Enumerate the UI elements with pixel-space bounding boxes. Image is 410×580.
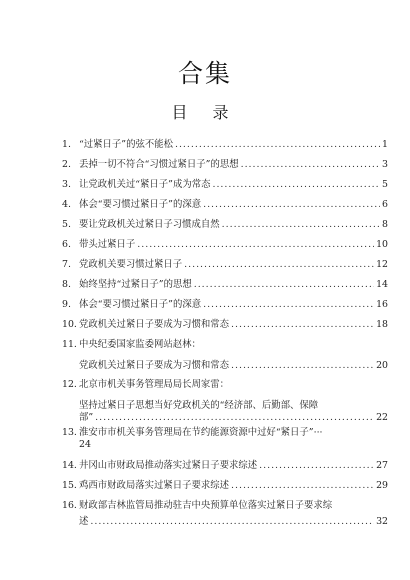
entry-number: 15. bbox=[62, 480, 77, 491]
toc-entry-13[interactable] bbox=[62, 427, 388, 451]
entry-title: 体会“要习惯过紧日子”的深意 bbox=[79, 299, 202, 310]
toc-entry-6[interactable] bbox=[62, 239, 388, 251]
entry-number: 9. bbox=[62, 299, 71, 310]
entry-page: 20 bbox=[376, 360, 388, 371]
entry-number: 13. bbox=[62, 427, 77, 438]
leader-dots bbox=[231, 360, 374, 372]
toc-entry-14[interactable] bbox=[62, 460, 388, 472]
toc-entry-7[interactable] bbox=[62, 259, 388, 271]
leader-dots bbox=[203, 299, 374, 311]
toc-subentry-16[interactable] bbox=[62, 516, 388, 528]
leader-dots bbox=[259, 460, 374, 472]
entry-page: 27 bbox=[376, 460, 388, 471]
entry-page: 32 bbox=[376, 516, 388, 527]
leader-dots bbox=[194, 279, 374, 291]
entry-number: 16. bbox=[62, 500, 77, 511]
entry-number: 5. bbox=[62, 219, 71, 230]
entry-number: 6. bbox=[62, 239, 71, 250]
entry-page: 8 bbox=[382, 219, 388, 230]
toc-entry-12[interactable] bbox=[62, 379, 388, 424]
subentry-title: 党政机关过紧日子要成为习惯和常态 bbox=[79, 360, 230, 371]
toc-subentry-11[interactable] bbox=[62, 360, 388, 372]
entry-title: 始终坚持“过紧日子”的思想 bbox=[79, 279, 192, 290]
leader-dots bbox=[222, 219, 380, 231]
subentry-line-1: 坚持过紧日子思想当好党政机关的“经济部、后勤部、保障 bbox=[79, 400, 319, 411]
entry-title: 淮安市市机关事务管理局在节约能源资源中过好“紧日子”··· bbox=[79, 427, 323, 438]
leader-dots bbox=[231, 480, 374, 492]
toc-entry-10[interactable] bbox=[62, 319, 388, 331]
leader-dots bbox=[175, 139, 380, 151]
entry-number: 11. bbox=[62, 339, 77, 350]
entry-page: 1 bbox=[382, 139, 388, 150]
entry-number: 8. bbox=[62, 279, 71, 290]
entry-page: 18 bbox=[376, 319, 388, 330]
entry-number: 10. bbox=[62, 319, 77, 330]
leader-dots bbox=[231, 319, 374, 331]
leader-dots bbox=[241, 159, 380, 171]
entry-number: 14. bbox=[62, 460, 77, 471]
toc-entry-1[interactable] bbox=[62, 139, 388, 151]
toc-entry-2[interactable] bbox=[62, 159, 388, 171]
entry-title: 党政机关过紧日子要成为习惯和常态 bbox=[79, 319, 230, 330]
leader-dots bbox=[184, 259, 374, 271]
document-title: 合集 bbox=[177, 59, 232, 88]
entry-page: 6 bbox=[382, 199, 388, 210]
toc-entry-8[interactable] bbox=[62, 279, 388, 291]
entry-title: 党政机关要习惯过紧日子 bbox=[79, 259, 183, 270]
entry-title: 让党政机关过“紧日子”成为常态 bbox=[79, 179, 211, 190]
entry-page: 5 bbox=[382, 179, 388, 190]
entry-title: 财政部吉林监管局推动驻吉中央预算单位落实过紧日子要求综 bbox=[79, 500, 333, 511]
toc-entry-11[interactable] bbox=[62, 339, 388, 372]
leader-dots bbox=[95, 412, 374, 424]
entry-title: 鸡西市财政局落实过紧日子要求综述 bbox=[79, 480, 230, 491]
entry-page: 10 bbox=[376, 239, 388, 250]
toc-entry-15[interactable] bbox=[62, 480, 388, 492]
toc-entry-16[interactable] bbox=[62, 500, 388, 528]
entry-number: 2. bbox=[62, 159, 71, 170]
entry-number: 4. bbox=[62, 199, 71, 210]
entry-title: 北京市机关事务管理局局长周家雷： bbox=[79, 379, 230, 390]
entry-title: 井冈山市财政局推动落实过紧日子要求综述 bbox=[79, 460, 258, 471]
toc-heading: 目 录 bbox=[171, 103, 239, 122]
entry-title: 带头过紧日子 bbox=[79, 239, 136, 250]
toc-subentry-12[interactable] bbox=[62, 412, 388, 424]
entry-page: 12 bbox=[376, 259, 388, 270]
subentry-title: 部” bbox=[79, 412, 94, 423]
toc-entry-4[interactable] bbox=[62, 199, 388, 211]
entry-page: 24 bbox=[79, 439, 91, 450]
entry-page: 29 bbox=[376, 480, 388, 491]
toc-entry-3[interactable] bbox=[62, 179, 388, 191]
entry-number: 1. bbox=[62, 139, 71, 150]
entry-title: “过紧日子”的弦不能松 bbox=[79, 139, 173, 150]
toc-entry-9[interactable] bbox=[62, 299, 388, 311]
toc-entry-5[interactable] bbox=[62, 219, 388, 231]
entry-number: 7. bbox=[62, 259, 71, 270]
leader-dots bbox=[203, 199, 380, 211]
entry-title: 要让党政机关过紧日子习惯成自然 bbox=[79, 219, 220, 230]
entry-page: 3 bbox=[382, 159, 388, 170]
entry-number: 12. bbox=[62, 379, 77, 390]
subentry-title: 述 bbox=[79, 516, 89, 527]
entry-number: 3. bbox=[62, 179, 71, 190]
leader-dots bbox=[212, 179, 380, 191]
leader-dots bbox=[137, 239, 374, 251]
entry-title: 体会“要习惯过紧日子”的深意 bbox=[79, 199, 202, 210]
entry-title: 中央纪委国家监委网站赵林： bbox=[79, 339, 201, 350]
entry-page: 14 bbox=[376, 279, 388, 290]
entry-title: 丢掉一切不符合“习惯过紧日子”的思想 bbox=[79, 159, 239, 170]
entry-page: 16 bbox=[376, 299, 388, 310]
leader-dots bbox=[90, 516, 374, 528]
entry-page: 22 bbox=[376, 412, 388, 423]
